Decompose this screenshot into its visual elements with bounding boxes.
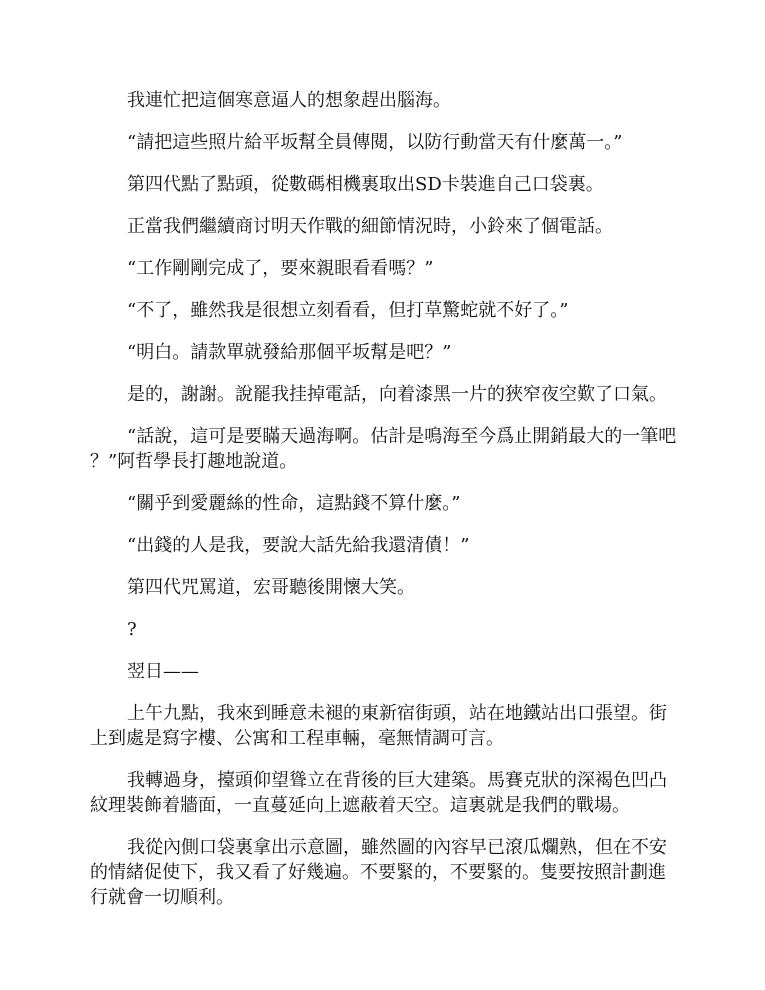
scene-break-marker: ? [127,619,137,640]
paragraph: 我從內側口袋裏拿出示意圖，雖然圖的內容早已滾瓜爛熟，但在不安的情緒促使下，我又看了好幾遍。不要緊的，不要緊的。隻要按照計劃進行就會一切順利。 [90,837,667,908]
paragraph: “請把這些照片給平坂幫全員傳閱，以防行動當天有什麼萬一。” [127,132,623,153]
paragraph: 上午九點，我來到睡意未褪的東新宿街頭，站在地鐵站出口張望。街上到處是寫字樓、公寓和工程車輛，毫無情調可言。 [90,703,667,749]
paragraph: 我連忙把這個寒意逼人的想象趕出腦海。 [127,90,451,111]
paragraph: “出錢的人是我，要說大話先給我還清債！” [127,535,470,556]
paragraph: 我轉過身，擡頭仰望聳立在背後的巨大建築。馬賽克狀的深褐色凹凸紋理裝飾着牆面，一直蔓延向上遮蔽着天空。這裏就是我們的戰場。 [90,770,667,816]
paragraph: “不了，雖然我是很想立刻看看，但打草驚蛇就不好了。” [127,300,569,321]
paragraph: 第四代點了點頭，從數碼相機裏取出SD卡裝進自己口袋裏。 [127,174,604,195]
paragraph: 是的，謝謝。說罷我挂掉電話，向着漆黑一片的狹窄夜空歎了口氣。 [127,384,667,405]
paragraph: 正當我們繼續商讨明天作戰的細節情況時，小鈴來了個電話。 [127,216,613,237]
paragraph: 翌日—— [127,661,199,682]
paragraph: “關乎到愛麗絲的性命，這點錢不算什麼。” [127,493,461,514]
paragraph: “明白。請款單就發給那個平坂幫是吧？” [127,342,452,363]
document-body [90,88,678,927]
paragraph: 第四代咒罵道，宏哥聽後開懷大笑。 [127,577,415,598]
paragraph: “話說，這可是要瞞天過海啊。估計是鳴海至今爲止開銷最大的一筆吧？”阿哲學長打趣地說道。 [90,426,677,472]
paragraph: “工作剛剛完成了，要來親眼看看嗎？” [127,258,434,279]
